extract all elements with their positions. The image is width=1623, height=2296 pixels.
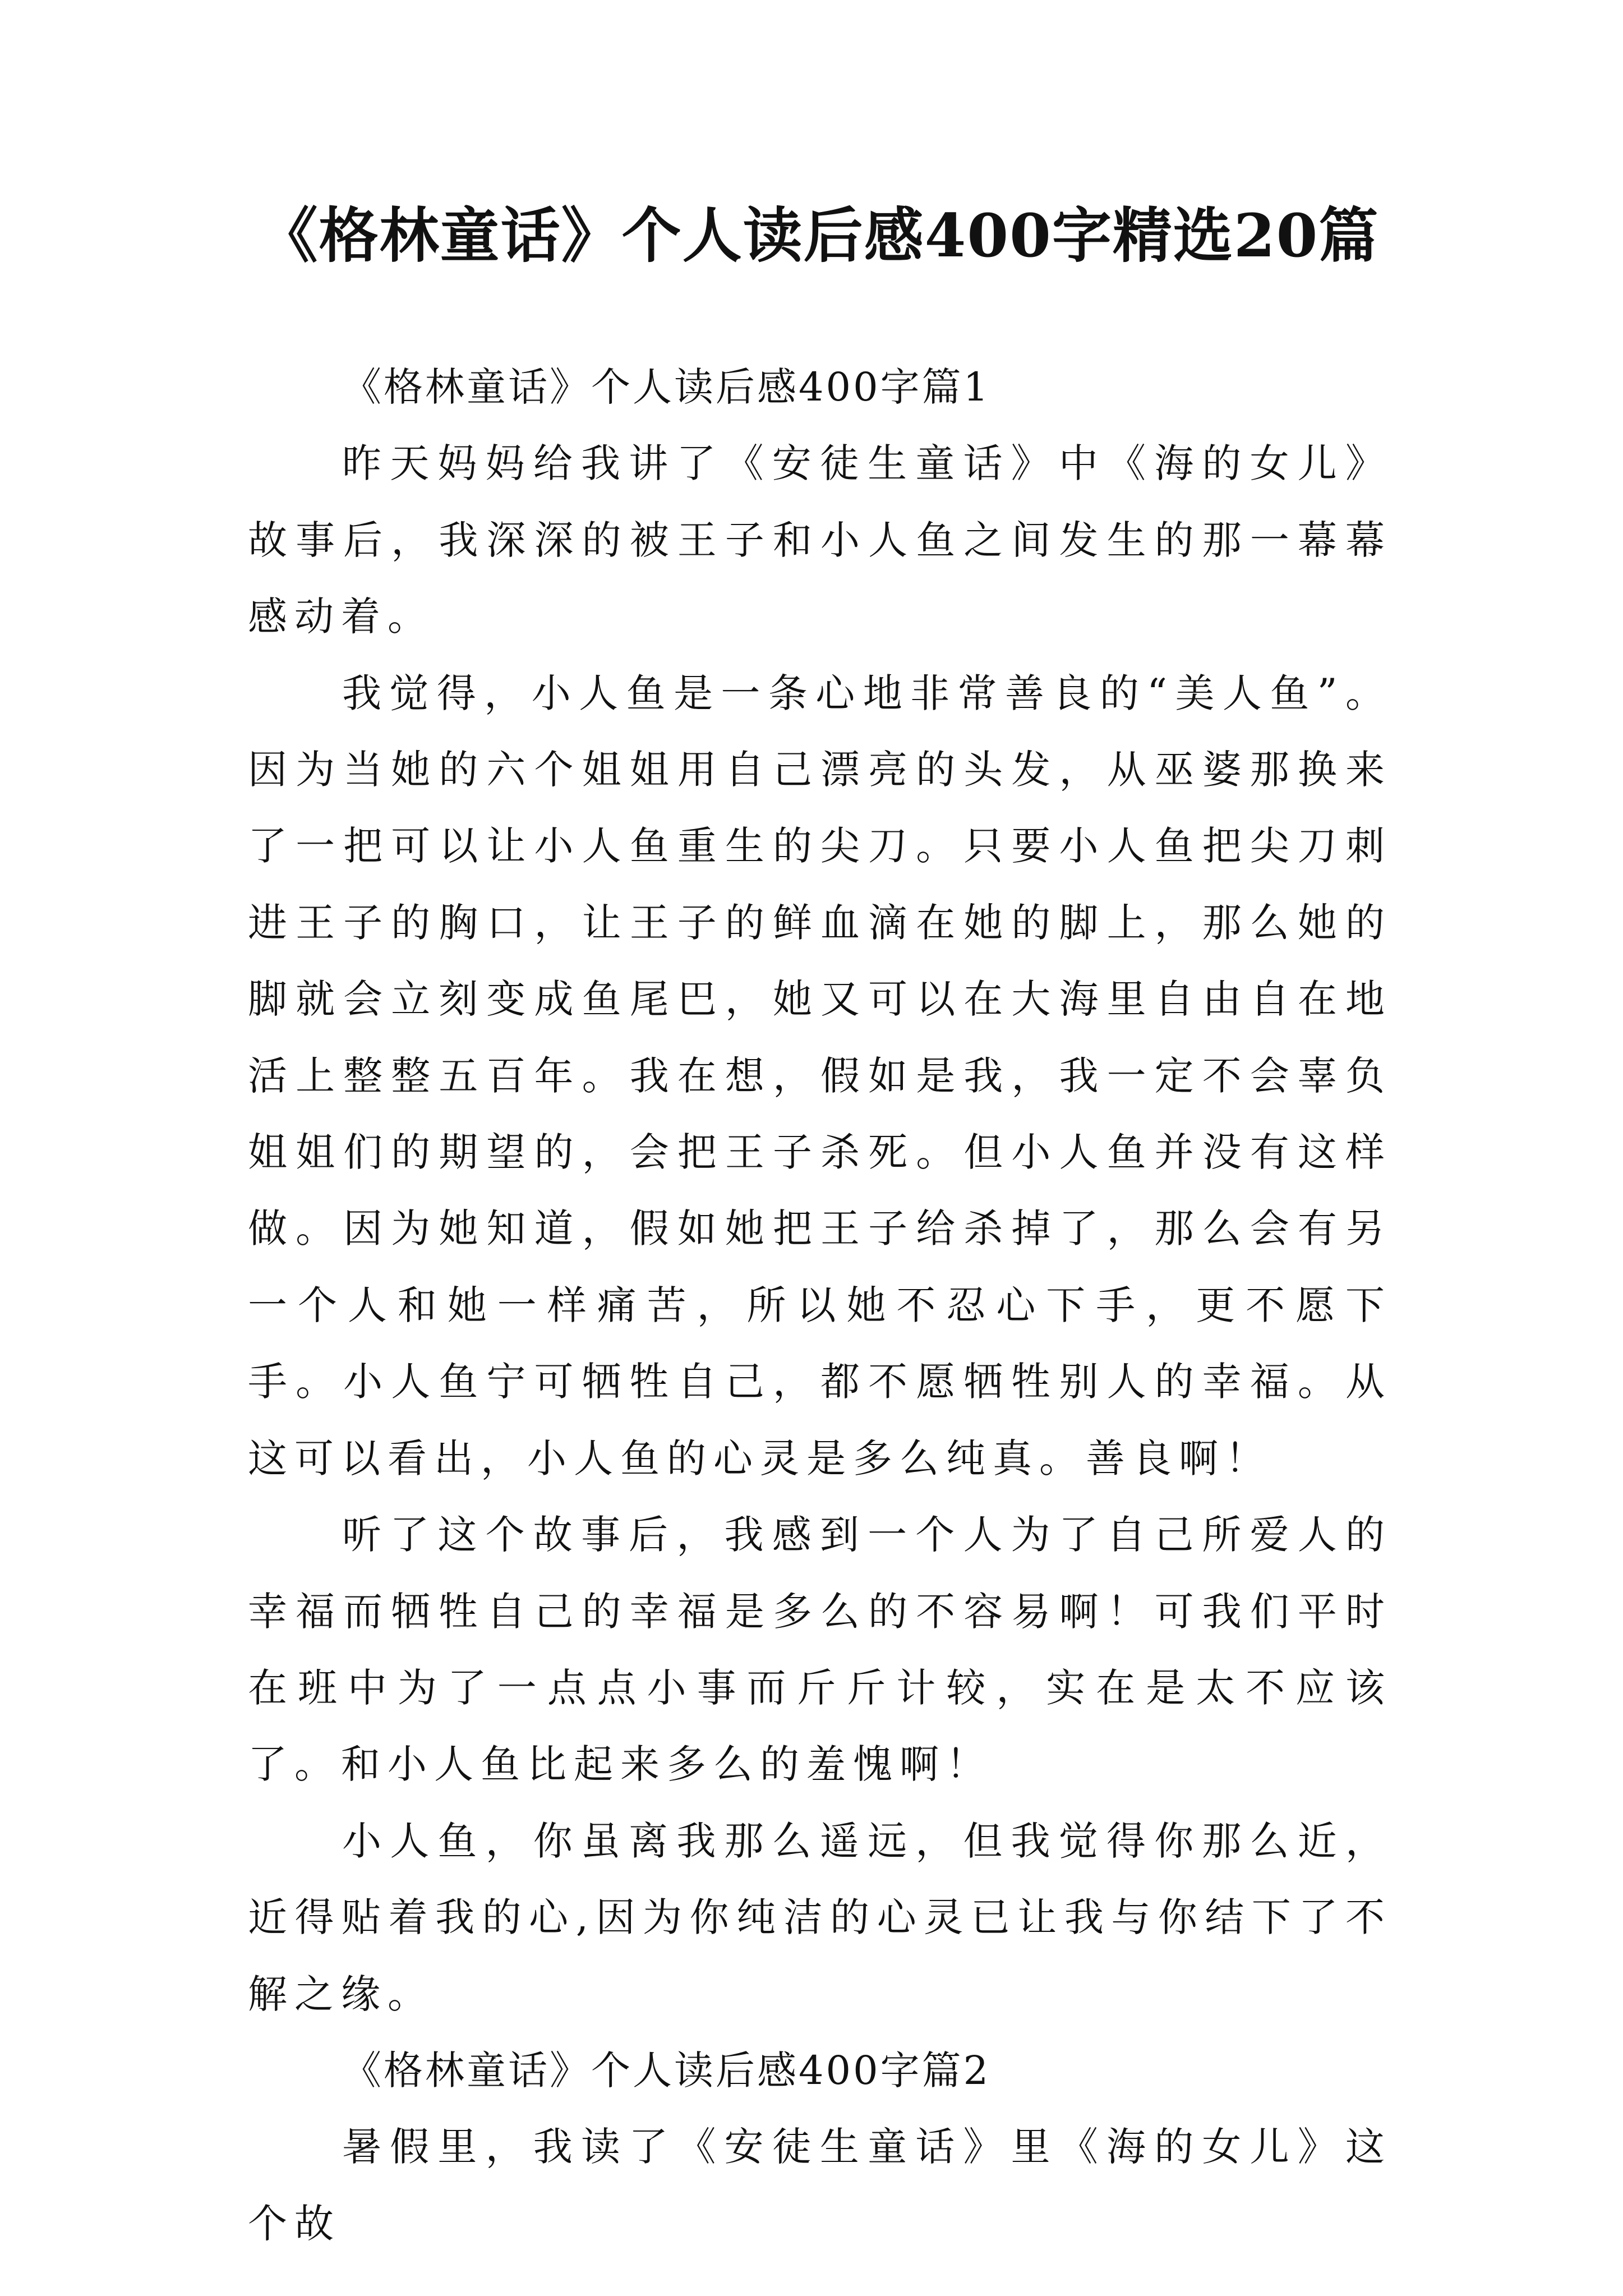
- section-heading-2: 《格林童话》个人读后感400字篇2: [342, 2047, 991, 2093]
- paragraph-3: 听了这个故事后，我感到一个人为了自己所爱人的幸福而牺牲自己的幸福是多么的不容易啊！可我们平时在班中为了一点点小事而斤斤计较，实在是太不应该了。和小人鱼比起来多么的羞愧啊！: [248, 1512, 1392, 1788]
- paragraph-5: 暑假里，我读了《安徒生童话》里《海的女儿》这个故: [248, 2124, 1392, 2247]
- section-heading-1: 《格林童话》个人读后感400字篇1: [342, 364, 991, 410]
- paragraph-4: 小人鱼，你虽离我那么遥远，但我觉得你那么近，近得贴着我的心,因为你纯洁的心灵已让我与你结下了不解之缘。: [248, 1818, 1392, 2017]
- document-body: [248, 349, 1392, 2262]
- paragraph-1: 昨天妈妈给我讲了《安徒生童话》中《海的女儿》故事后，我深深的被王子和小人鱼之间发生的那一幕幕感动着。: [248, 440, 1392, 640]
- paragraph-2: 我觉得，小人鱼是一条心地非常善良的“美人鱼”。因为当她的六个姐姐用自己漂亮的头发，从巫婆那换来了一把可以让小人鱼重生的尖刀。只要小人鱼把尖刀刺进王子的胸口，让王子的鲜血滴在她的脚上，那么她的脚就会立刻变成鱼尾巴，她又可以在大海里自由自在地活上整整五百年。我在想，假如是我，我一定不会辜负姐姐们的期望的，会把王子杀死。但小人鱼并没有这样做。因为她知道，假如她把王子给杀掉了，那么会有另一个人和她一样痛苦，所以她不忍心下手，更不愿下手。小人鱼宁可牺牲自己，都不愿牺牲别人的幸福。从这可以看出，小人鱼的心灵是多么纯真。善良啊！: [248, 670, 1392, 1481]
- document-title: 《格林童话》个人读后感400字精选20篇: [258, 200, 1380, 270]
